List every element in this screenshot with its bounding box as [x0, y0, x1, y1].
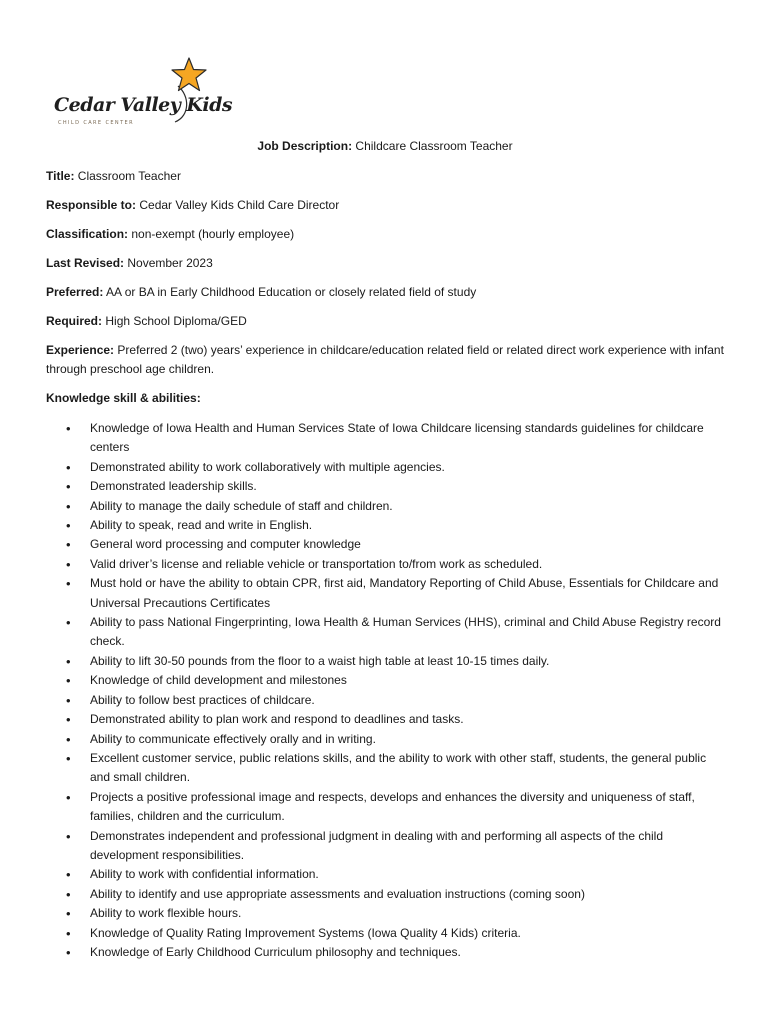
logo-subtitle: CHILD CARE CENTER — [58, 120, 134, 126]
list-item: • Demonstrates independent and professional judgment in dealing with and performing all aspects of the child development responsibilities. — [46, 827, 726, 866]
heading-label: Job Description: — [257, 139, 353, 153]
list-item: • Ability to pass National Fingerprinting, Iowa Health & Human Services (HHS), criminal and Child Abuse Registry record check. — [46, 613, 726, 652]
field-label: Required: — [46, 314, 103, 328]
field-value: November 2023 — [127, 256, 213, 270]
list-item: • Ability to work flexible hours. — [46, 904, 726, 923]
list-item: • Ability to work with confidential information. — [46, 865, 726, 884]
skills-list — [46, 419, 726, 962]
company-logo — [50, 56, 233, 132]
list-item: • General word processing and computer knowledge — [46, 535, 726, 554]
field-label: Title: — [46, 169, 75, 183]
list-item: • Knowledge of Early Childhood Curriculum philosophy and techniques. — [46, 943, 726, 962]
document-heading — [0, 139, 770, 153]
field-classification — [46, 225, 726, 244]
field-label: Experience: — [46, 343, 115, 357]
list-item: • Excellent customer service, public relations skills, and the ability to work with other staff, students, the general public and small children. — [46, 749, 726, 788]
field-last-revised — [46, 254, 726, 273]
list-item: • Ability to lift 30-50 pounds from the floor to a waist high table at least 10-15 times daily. — [46, 652, 726, 671]
field-responsible-to — [46, 196, 726, 215]
field-value: non-exempt (hourly employee) — [131, 227, 295, 241]
list-item: • Valid driver’s license and reliable vehicle or transportation to/from work as scheduled. — [46, 555, 726, 574]
field-preferred — [46, 283, 726, 302]
section-heading-text: Knowledge skill & abilities: — [46, 391, 201, 405]
list-item: • Knowledge of Quality Rating Improvement Systems (Iowa Quality 4 Kids) criteria. — [46, 924, 726, 943]
list-item: • Ability to identify and use appropriate assessments and evaluation instructions (coming soon) — [46, 885, 726, 904]
list-item: • Knowledge of Iowa Health and Human Services State of Iowa Childcare licensing standards guidelines for childcare centers — [46, 419, 726, 458]
field-label: Classification: — [46, 227, 129, 241]
section-heading — [46, 389, 726, 408]
star-icon — [170, 56, 208, 94]
list-item: • Knowledge of child development and milestones — [46, 671, 726, 690]
list-item: • Demonstrated leadership skills. — [46, 477, 726, 496]
list-item: • Projects a positive professional image and respects, develops and enhances the diversity and uniqueness of staff, families, children and the curriculum. — [46, 788, 726, 827]
list-item: • Ability to speak, read and write in English. — [46, 516, 726, 535]
field-experience — [46, 341, 726, 379]
list-item: • Ability to manage the daily schedule of staff and children. — [46, 497, 726, 516]
heading-value: Childcare Classroom Teacher — [355, 139, 513, 153]
field-value: Preferred 2 (two) years’ experience in childcare/education related field or related direct work experience with infant through preschool age children. — [46, 343, 724, 376]
list-item: • Must hold or have the ability to obtain CPR, first aid, Mandatory Reporting of Child Abuse, Essentials for Childcare and Universal Precautions Certificates — [46, 574, 726, 613]
field-value: High School Diploma/GED — [105, 314, 247, 328]
field-label: Responsible to: — [46, 198, 137, 212]
logo-name: Cedar Valley Kids — [54, 94, 233, 116]
list-item: • Ability to follow best practices of childcare. — [46, 691, 726, 710]
field-value: AA or BA in Early Childhood Education or closely related field of study — [106, 285, 477, 299]
list-item: • Demonstrated ability to work collaboratively with multiple agencies. — [46, 458, 726, 477]
field-title — [46, 167, 726, 186]
field-value: Cedar Valley Kids Child Care Director — [139, 198, 340, 212]
list-item: • Demonstrated ability to plan work and respond to deadlines and tasks. — [46, 710, 726, 729]
field-value: Classroom Teacher — [77, 169, 181, 183]
list-item: • Ability to communicate effectively orally and in writing. — [46, 730, 726, 749]
field-label: Preferred: — [46, 285, 104, 299]
field-required — [46, 312, 726, 331]
field-label: Last Revised: — [46, 256, 125, 270]
